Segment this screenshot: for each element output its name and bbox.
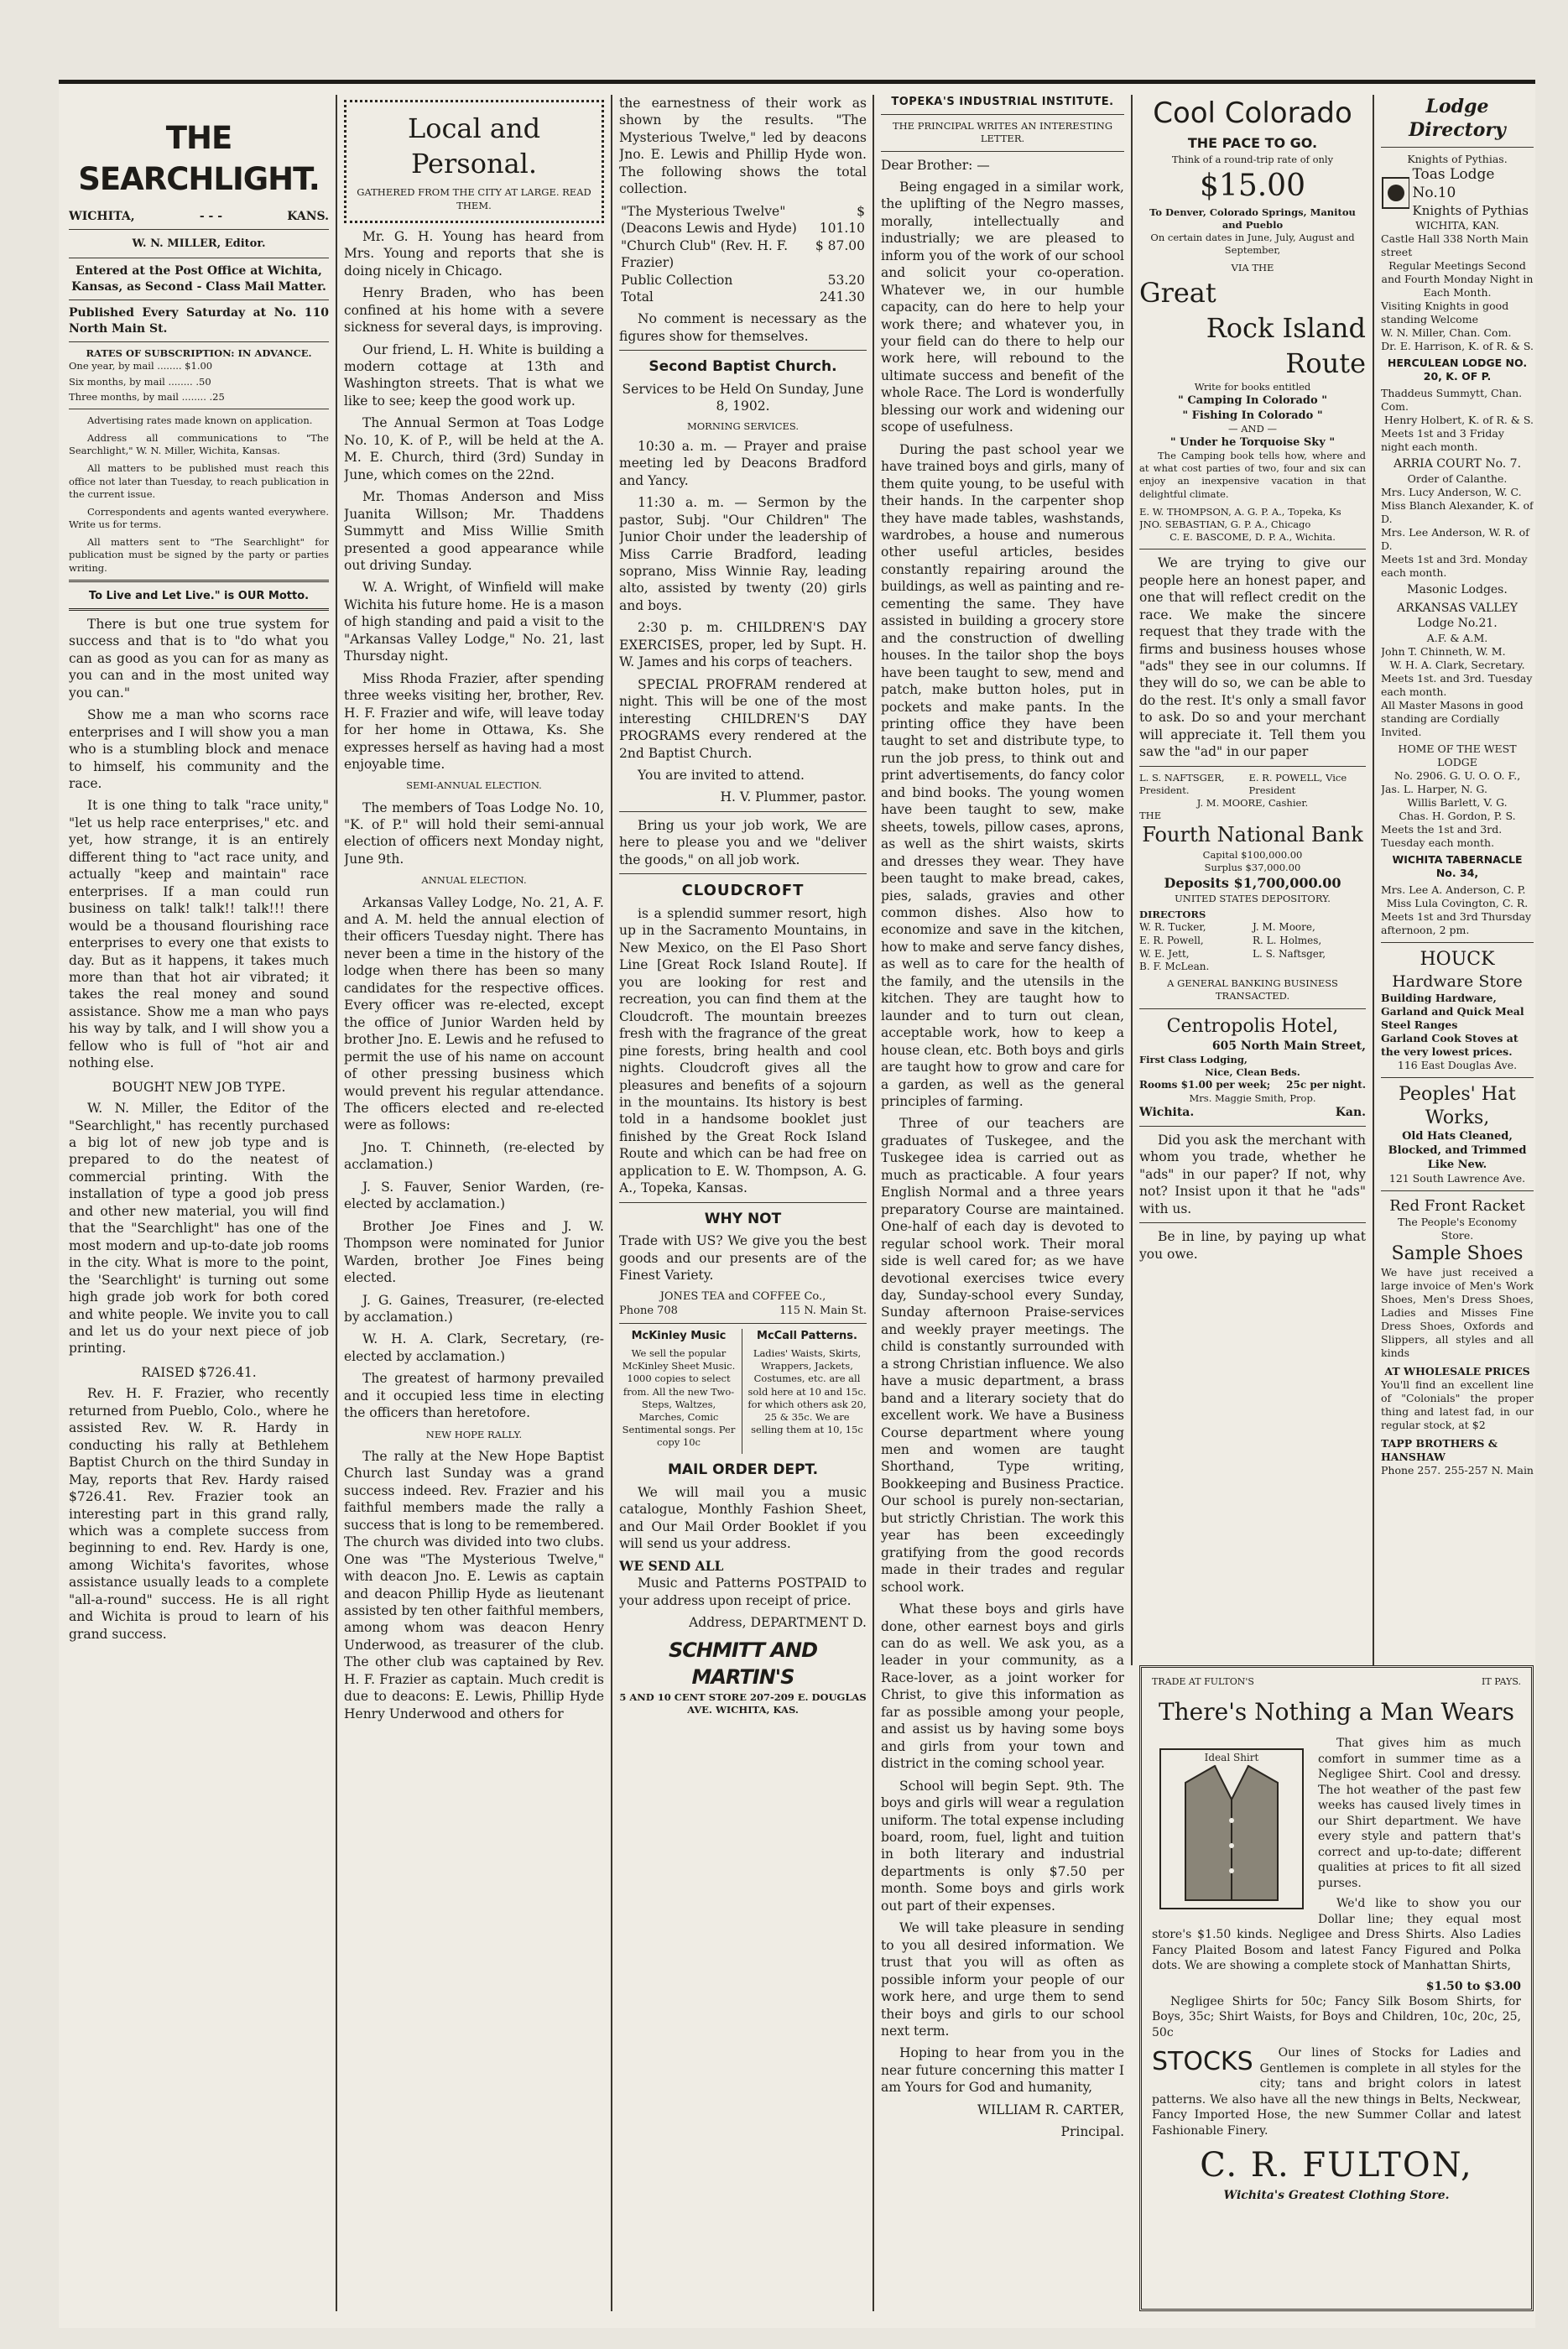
cloudcroft-heading: CLOUDCROFT xyxy=(681,882,805,900)
west-lodge-line: Meets the 1st and 3rd. Tuesday each month. xyxy=(1381,822,1503,849)
great-word: Great xyxy=(1139,276,1216,309)
top-rule xyxy=(59,80,1535,84)
letter-paragraph: Being engaged in a similar work, the uplifting of the Negro masses, morally, intellectually and industrially; we are pleased to inform you of the work of our school and solicit your co-operation. Whatever we, in our humble capacity, can do here to help your work there; and whatever you, in your field can do there to help our work here, will rebound to the ultimate success and benefit of the whole Race. The Lord is wonderfully blessing our work and widening our scope of usefulness. xyxy=(881,179,1124,435)
bank-name: Fourth National Bank xyxy=(1142,823,1363,847)
toas-city: WICHITA, KAN. xyxy=(1415,219,1499,232)
raised-heading: RAISED $726.41. xyxy=(141,1364,257,1380)
tabernacle-line: Mrs. Lee A. Anderson, C. P. xyxy=(1381,883,1526,896)
toas-lodge-name: Toas Lodge No.10 xyxy=(1412,166,1495,202)
book-title: " Camping In Colorado " xyxy=(1178,394,1327,408)
toas-lodge-subname: Knights of Pythias xyxy=(1412,202,1529,218)
officer-item: J. G. Gaines, Treasurer, (re-elected by acclamation.) xyxy=(344,1292,604,1325)
annual-article: Arkansas Valley Lodge, No. 21, A. F. and A. M. held the annual election of their officers Tuesday night. There has never been a time in the history of the lodge when there has been so many candidates for the respective offices. Every officer was re-elected, except the office of Junior Warden held by brother Jno. E. Lewis and he refused to permit the use of his name on account of other pressing business which would prevent his regular attendance. The officers elected and re-elected were as follows: xyxy=(344,894,604,1133)
section-title: Local and Personal. xyxy=(407,112,541,180)
mccall-ad: McCall Patterns. Ladies' Waists, Skirts, Wrappers, Jackets, Costumes, etc. are all sold here at 10 and 15c. for which others ask 20, 25 & 35c. We are selling them at 10, 15c xyxy=(748,1329,867,1436)
editorial-paragraph: There is but one true system for success and that is to "do what you can as good as you can for as many as you can and in the most united way you can." xyxy=(69,616,329,701)
tapp-contact: Phone 257. 255-257 N. Main xyxy=(1381,1464,1534,1477)
arkansas-line: W. H. A. Clark, Secretary. xyxy=(1389,658,1525,671)
fulton-paragraph: We'd like to show you our Dollar line; they equal most store's $1.50 kinds. Negligee and Dress Shirts. Also Ladies Fancy Plaited Bosom and latest Fancy Figured and Polka dots. We are showing a complete stock of Manhattan Shirts, xyxy=(1152,1897,1521,1973)
table-row: "Church Club" (Rev. H. F. Frazier) $ 87.00 xyxy=(621,237,865,271)
section-subtitle: GATHERED FROM THE CITY AT LARGE. READ THEM. xyxy=(357,186,591,211)
notice-item: Address all communications to "The Searchlight," W. N. Miller, Wichita, Kansas. xyxy=(69,432,329,457)
houck-name: HOUCK xyxy=(1420,948,1495,970)
bank-deposits: Deposits $1,700,000.00 xyxy=(1164,875,1341,892)
fulton-paragraph: That gives him as much comfort in summer time as a Negligee Shirt. Cool and dressy. The hot weather of the past few weeks has caused lively times in our Shirt department. We have every style and pattern that's correct and up-to-date; different qualities at prices to fit all sized purses. xyxy=(1318,1737,1521,1890)
church-intro: Services to be Held On Sunday, June 8, 1902. xyxy=(622,381,864,414)
mckinley-ad: McKinley Music We sell the popular McKinley Sheet Music. 1000 copies to select from. All the new Two-Steps, Waltzes, Marches, Comic Sentimental songs. Per copy 10c xyxy=(619,1329,742,1455)
column-directory xyxy=(1381,95,1534,1640)
local-item: Our friend, L. H. White is building a modern cottage at 13th and Washington streets. That is what we like to see; keep the good work up. xyxy=(344,341,604,409)
local-item: Miss Rhoda Frazier, after spending three weeks visiting her, brother, Rev. H. F. Frazier and wife, will leave today for her home in Ottawa, Ks. She expresses herself as having had a most enjoyable time. xyxy=(344,670,604,772)
kop-line: Knights of Pythias. xyxy=(1407,153,1508,166)
racket-name: Red Front Racket xyxy=(1389,1197,1525,1216)
houck-line: Building Hardware, Garland and Quick Meal Steel Ranges xyxy=(1381,992,1524,1032)
rate-item: Three months, by mail ........ .25 xyxy=(69,390,225,403)
herculean-heading: HERCULEAN LODGE NO. 20, K. OF P. xyxy=(1387,357,1528,383)
bank-the: THE xyxy=(1139,810,1162,822)
service-item: 10:30 a. m. — Prayer and praise meeting led by Deacons Bradford and Yancy. xyxy=(619,438,867,488)
arkansas-line: Meets 1st. and 3rd. Tuesday each month. xyxy=(1381,671,1533,698)
entered-notice: Entered at the Post Office at Wichita, Kansas, as Second - Class Mail Matter. xyxy=(71,264,326,294)
hat-works-name2: Works, xyxy=(1425,1107,1490,1129)
hotel-city: Wichita. Kan. xyxy=(1139,1106,1366,1120)
agent-line: E. W. THOMPSON, A. G. P. A., Topeka, Ks xyxy=(1139,505,1341,518)
lodge-emblem-icon xyxy=(1381,176,1409,210)
letter-paragraph: During the past school year we have trained boys and girls, many of them quite young, to be useful with their hands. In the carpenter shop they have made tables, washstands, wardrobes, a house and numerous other useful articles, besides constantly repairing around the buildings, as well as painting and re-cementing the same. They have assisted in building a grocery store and the construction of dwelling houses. In the tailor shop the boys have been taught to sew, mend and patch, make button holes, put in pockets and make pants. In the printing office they have been taught to set and distribute type, to run the job press, to think out and print advertisements, do fancy color and bind books. The young women have been taught to sew, make sheets, towels, pillow cases, aprons, as well as the shirt waists, skirts and dresses they wear. They have been taught to make bread, cakes, pies, salads, gravies and other common dishes. Also how to economize and save in the kitchen, how to make and serve fancy dishes, as well as to care for the health of the family, and the utensils in the kitchen. They are taught how to launder and to turn out clean, acceptable work, how to keep a house clean, etc. Both boys and girls are taught how to grow and care for a garden, as well as the general principles of farming. xyxy=(881,441,1124,1109)
toas-line: Castle Hall 338 North Main street xyxy=(1381,232,1529,258)
column-church xyxy=(619,95,867,2320)
send-all-body: Music and Patterns POSTPAID to your address upon receipt of price. xyxy=(619,1576,867,1608)
cool-colorado-heading: Cool Colorado xyxy=(1153,96,1352,130)
letter-title: Principal. xyxy=(1060,2124,1124,2140)
houck-line: Garland Cook Stoves at the very lowest prices. xyxy=(1381,1032,1519,1059)
annual-heading: ANNUAL ELECTION. xyxy=(421,874,527,887)
herculean-line: Henry Holbert, K. of R. & S. xyxy=(1383,414,1534,426)
service-item: SPECIAL PROFRAM rendered at night. This will be one of the most interesting CHILDREN'S DAY PROGRAMS every rendered at the 2nd Baptist Church. xyxy=(619,676,867,761)
herculean-line: Meets 1st and 3 Friday night each month. xyxy=(1381,427,1504,453)
no-comment: No comment is necessary as the figures show for themselves. xyxy=(619,311,867,344)
hat-works-address: 121 South Lawrence Ave. xyxy=(1388,1172,1526,1185)
pay-notice: Be in line, by paying up what you owe. xyxy=(1139,1229,1366,1262)
dateline-state: KANS. xyxy=(287,209,329,223)
destinations: To Denver, Colorado Springs, Manitou and Pueblo xyxy=(1149,206,1356,231)
letter-paragraph: What these boys and girls have done, other earnest boys and girls can do as well. We ask you, as a leader in your community, as a Race-lover, as a joint worker for Christ, to give this information as far as possible among your people, and assist us by having some boys and girls from your town and district in the coming school year. xyxy=(881,1602,1124,1772)
local-item: W. A. Wright, of Winfield will make Wichita his future home. He is a mason of high standing and paid a visit to the "Arkansas Valley Lodge," No. 21, last Thursday night. xyxy=(344,580,604,664)
local-item: Henry Braden, who has been confined at his home with a severe sickness for several days, is improving. xyxy=(344,285,604,336)
raised-article: Rev. H. F. Frazier, who recently returned from Pueblo, Colo., where he assisted Rev. W. R. Hardy in conducting his rally at Bethlehem Baptist Church on the third Sunday in May, reports that Rev. Hardy raised $726.41. Rev. Frazier took an interesting part in this grand rally, which was a complete success from beginning to end. Rev. Hardy is one, among Wichita's favorites, whose assistance usually leads to a complete "all-a-round" success. He is all right and Wichita is proud to learn of his grand success. xyxy=(69,1386,329,1642)
toas-line: Visiting Knights in good standing Welcome xyxy=(1381,299,1509,326)
stocks-heading: STOCKS xyxy=(1152,2047,1253,2077)
fulton-headline: There's Nothing a Man Wears xyxy=(1158,1697,1515,1726)
table-row: Public Collection 53.20 xyxy=(621,272,865,288)
dateline-city: WICHITA, xyxy=(69,209,135,223)
column-institute xyxy=(881,95,1124,2328)
why-not-heading: WHY NOT xyxy=(704,1210,782,1227)
hotel-lodging: First Class Lodging, xyxy=(1139,1054,1248,1065)
notice-item: All matters to be published must reach this office not later than Tuesday, to reach publication in the current issue. xyxy=(69,462,329,500)
arkansas-line: A.F. & A.M. xyxy=(1426,631,1488,644)
rally-heading: NEW HOPE RALLY. xyxy=(425,1428,523,1440)
pace-line: THE PACE TO GO. xyxy=(1187,134,1318,151)
department-address: Address, DEPARTMENT D. xyxy=(689,1614,867,1630)
fulton-paragraph: Our lines of Stocks for Ladies and Gentlemen is complete in all styles for the city; tans and bright colors in latest patterns. We also have all the new things in Belts, Neckwear, Fancy Imported Hose, the new Summer Collar and latest Fashionable Finery. xyxy=(1152,2046,1521,2138)
schmitt-martin-logo: SCHMITT AND MARTIN'S xyxy=(668,1638,818,1690)
letter-signature: WILLIAM R. CARTER, xyxy=(977,2102,1124,2117)
table-row: Total 241.30 xyxy=(621,289,865,305)
fulton-tagline: Wichita's Greatest Clothing Store. xyxy=(1223,2188,1450,2202)
job-type-heading: BOUGHT NEW JOB TYPE. xyxy=(112,1079,286,1095)
shirt-label: Ideal Shirt xyxy=(1204,1752,1259,1764)
west-lodge-line: No. 2906. G. U. O. O. F., xyxy=(1393,768,1521,782)
rock-island-word: Rock Island xyxy=(1206,311,1366,344)
agent-line: JNO. SEBASTIAN, G. P. A., Chicago xyxy=(1139,518,1311,530)
books-intro: Write for books entitled xyxy=(1194,381,1311,393)
directors-heading: DIRECTORS xyxy=(1139,908,1206,920)
dates: On certain dates in June, July, August and September, xyxy=(1150,232,1355,257)
herculean-line: Thaddeus Summytt, Chan. Com. xyxy=(1381,387,1523,413)
tabernacle-line: Meets 1st and 3rd Thursday afternoon, 2 pm. xyxy=(1381,909,1532,936)
trade-request: We are trying to give our people here an honest paper, and one that will reflect credit on the race. We make the sincere request that they trade with the firms and business houses whose "ads" they see in our columns. If they will do so, we can be able to do the rest. It's only a small favor to ask. Do so and your merchant will appreciate it. Tell them you saw the "ad" in our paper xyxy=(1139,555,1366,760)
column-ads xyxy=(1139,95,1366,1640)
toas-lodge-block xyxy=(1381,166,1534,219)
manhattan-price: $1.50 to $3.00 xyxy=(1425,1979,1521,1993)
tabernacle-heading: WICHITA TABERNACLE No. 34, xyxy=(1392,852,1523,879)
arria-heading: ARRIA COURT No. 7. xyxy=(1393,457,1522,471)
service-item: 2:30 p. m. CHILDREN'S DAY EXERCISES, proper, led by Supt. H. W. James and his corps of teachers. xyxy=(619,620,867,670)
arkansas-line: All Master Masons in good standing are Cordially Invited. xyxy=(1381,698,1524,738)
service-item: 11:30 a. m. — Sermon by the pastor, Subj. "Our Children" The Junior Choir under the leadership of Miss Carrie Bradford, leading soprano, Miss Winnie Ray, leading alto, assisted by twenty (20) girls and boys. xyxy=(619,495,867,613)
mail-order-heading: MAIL ORDER DEPT. xyxy=(667,1461,819,1479)
west-lodge-line: Jas. L. Harper, N. G. xyxy=(1381,782,1487,795)
collection-table xyxy=(619,203,867,306)
arria-line: Meets 1st and 3rd. Monday each month. xyxy=(1381,552,1528,579)
local-item: Mr. Thomas Anderson and Miss Juanita Willson; Mr. Thaddens Summytt and Miss Willie Smith presented a good appearance while out driving Sunday. xyxy=(344,489,604,573)
letter-paragraph: Hoping to hear from you in the near future concerning this matter I am Yours for God and humanity, xyxy=(881,2045,1124,2096)
book-title: " Under he Torquoise Sky " xyxy=(1169,435,1336,449)
book-title: " Fishing In Colorado " xyxy=(1182,409,1323,422)
rate-item: One year, by mail ........ $1.00 xyxy=(69,360,213,372)
and-separator: — AND — xyxy=(1228,422,1277,435)
tapp-brothers: TAPP BROTHERS & HANSHAW xyxy=(1381,1437,1498,1464)
book-description: The Camping book tells how, where and at what cost parties of two, four and six can enjoy an inexpensive vacation in that delightful climate. xyxy=(1139,450,1366,500)
arria-line: Order of Calanthe. xyxy=(1407,471,1508,485)
hotel-beds: Nice, Clean Beds. xyxy=(1205,1066,1300,1079)
rally-continued: the earnestness of their work as shown by the results. "The Mysterious Twelve," led by deacons Jno. E. Lewis and Phillip Hyde won. The following shows the total collection. xyxy=(619,96,867,197)
institute-subheading: THE PRINCIPAL WRITES AN INTERESTING LETTER. xyxy=(892,120,1113,145)
houck-store: Hardware Store xyxy=(1392,971,1523,991)
lodge-directory-heading: Lodge Directory xyxy=(1409,96,1506,142)
send-all-heading: WE SEND ALL xyxy=(619,1557,724,1574)
arria-line: Miss Blanch Alexander, K. of D. xyxy=(1381,498,1534,525)
officer-item: The greatest of harmony prevailed and it occupied less time in electing the officers than heretofore. xyxy=(344,1371,604,1421)
newspaper-page xyxy=(59,80,1535,2328)
officer-item: Brother Joe Fines and J. W. Thompson were nominated for Junior Warden, brother Joe Fines being elected. xyxy=(344,1218,604,1286)
rally-article: The rally at the New Hope Baptist Church last Sunday was a grand success indeed. Rev. Frazier and his faithful members made the rally a success that is long to be remembered. The church was divided into two clubs. One was "The Mysterious Twelve," with deacon Jno. E. Lewis as captain and deacon Phillip Hyde as lieutenant assisted by ten other faithful members, among whom was deacon Henry Underwood, as treasurer of the club. The other club was captained by Rev. H. F. Frazier as captain. Much credit is due to deacons: E. Lewis, Phillip Hyde Henry Underwood and others for xyxy=(344,1448,604,1721)
bank-cashier: J. M. MOORE, Cashier. xyxy=(1196,797,1309,810)
bank-surplus: Surplus $37,000.00 xyxy=(1204,862,1301,874)
bank-depository: UNITED STATES DEPOSITORY. xyxy=(1175,892,1331,904)
dateline xyxy=(69,209,329,224)
arria-line: Mrs. Lucy Anderson, W. C. xyxy=(1381,485,1522,498)
directors-list: W. R. Tucker, J. M. Moore, E. R. Powell, R. L. Holmes, W. E. Jett, L. S. Naftsger, B. F. McLean. xyxy=(1139,920,1326,973)
letter-salutation: Dear Brother: — xyxy=(881,157,990,173)
colonials-line: You'll find an excellent line of "Colonials" the proper thing and latest fad, in our regular stock, at $2 xyxy=(1381,1378,1534,1432)
agent-line: C. E. BASCOME, D. P. A., Wichita. xyxy=(1169,531,1336,544)
officer-item: J. S. Fauver, Senior Warden, (re-elected by acclamation.) xyxy=(344,1179,604,1212)
sample-shoes-heading: Sample Shoes xyxy=(1391,1243,1524,1265)
cloudcroft-article: is a splendid summer resort, high up in the Sacramento Mountains, in New Mexico, on the El Paso Short Line [Great Rock Island Route]. If you are looking for rest and recreation, you can find them at the Cloudcroft. The mountain breezes fresh with the fragrance of the great pine forests, bring health and cool nights. Cloudcroft gives all the pleasures and benefits of a sojourn in the mountains. Its history is best told in a handsome booklet just finished by the Great Rock Island Route and which can be had free on application to E. W. Thompson, A. G. A., Topeka, Kansas. xyxy=(619,906,867,1196)
rates-heading: RATES OF SUBSCRIPTION: IN ADVANCE. xyxy=(86,347,312,360)
jones-company: JONES TEA and COFFEE Co., xyxy=(659,1289,826,1303)
morning-heading: MORNING SERVICES. xyxy=(686,419,800,432)
route-word: Route xyxy=(1285,347,1366,379)
hotel-rates: Rooms $1.00 per week; 25c per night. xyxy=(1139,1079,1366,1091)
round-trip-line: Think of a round-trip rate of only xyxy=(1171,153,1334,165)
service-item: You are invited to attend. xyxy=(638,768,805,784)
job-type-article: W. N. Miller, the Editor of the "Searchlight," has recently purchased a big lot of new job type and is prepared to do the neatest of commercial printing. With the installation of type a good job press and other new material, you will find that the "Searchlight" has one of the most modern and up-to-date job rooms in the city. What is more to the point, the 'Searchlight' is turning out some high grade job work for both cored and white people. We invite you to call and let us do your next piece of job printing. xyxy=(69,1101,329,1357)
toas-line: W. N. Miller, Chan. Com. xyxy=(1381,326,1512,339)
notice-item: Advertising rates made known on application. xyxy=(87,414,313,426)
fulton-name: C. R. FULTON, xyxy=(1200,2146,1473,2185)
local-personal-banner xyxy=(344,100,604,223)
via-line: VIA THE xyxy=(1231,262,1274,274)
masthead: THE SEARCHLIGHT. xyxy=(78,120,320,197)
motto: To Live and Let Live." is OUR Motto. xyxy=(88,589,310,602)
local-item: Mr. G. H. Young has heard from Mrs. Young and reports that she is doing nicely in Chicago. xyxy=(344,228,604,279)
editorial-paragraph: It is one thing to talk "race unity," "let us help race enterprises," etc. and yet, how strange, it is an entirely different thing to "act race unity, and actually "keep and maintain" race enterprises. If a man could run business on talk! talk!! talk!!! there would be a thousand flourishing race enterprises to every one that exists to day. But as it happens, it takes much more than that hot air vibrated; it takes the real money and sound assistance. Show me a man who pays his way by talk, and I will show you a fellow who is full of "hot air and nothing else. xyxy=(69,798,329,1071)
sample-shoes-body: We have just received a large invoice of Men's Work Shoes, Men's Dress Shoes, Ladies and Misses Fine Dress Shoes, Oxfords and Slippers, all styles and all kinds xyxy=(1381,1266,1534,1360)
toas-line: Regular Meetings Second and Fourth Monday Night in Each Month. xyxy=(1381,259,1534,299)
hotel-address: 605 North Main Street, xyxy=(1211,1039,1366,1053)
price: $15.00 xyxy=(1200,169,1305,204)
arkansas-heading: ARKANSAS VALLEY Lodge No.21. xyxy=(1397,601,1518,630)
dateline-dashes: - - - xyxy=(199,209,223,223)
pastor-signature: H. V. Plummer, pastor. xyxy=(720,789,867,805)
arria-line: Mrs. Lee Anderson, W. R. of D. xyxy=(1381,525,1529,552)
mail-order-body: We will mail you a music catalogue, Monthly Fashion Sheet, and Our Mail Order Booklet if you will send us your address. xyxy=(619,1484,867,1552)
bank-officers: L. S. NAFTSGER, President. E. R. POWELL, Vice President xyxy=(1139,771,1347,796)
fulton-paragraph: Negligee Shirts for 50c; Fancy Silk Bosom Shirts, for Boys, 35c; Shirt Waists, for Boys and Children, 10c, 20c, 25, 50c xyxy=(1152,1994,1521,2039)
banking-business: A GENERAL BANKING BUSINESS TRANSACTED. xyxy=(1167,977,1338,1003)
wholesale-line: AT WHOLESALE PRICES xyxy=(1384,1365,1530,1378)
column-masthead xyxy=(69,95,329,2320)
shirt-icon xyxy=(1152,1741,1311,1917)
editorial-paragraph: Show me a man who scorns race enterprises and I will show you a man who is a stumbling block and menace to himself, his community and the race. xyxy=(69,707,329,791)
notice-item: Correspondents and agents wanted everywhere. Write us for terms. xyxy=(69,505,329,531)
arkansas-line: John T. Chinneth, W. M. xyxy=(1381,644,1506,658)
fulton-trade-line: TRADE AT FULTON'S IT PAYS. xyxy=(1152,1676,1521,1687)
racket-tagline: The People's Economy Store. xyxy=(1398,1216,1517,1242)
letter-paragraph: School will begin Sept. 9th. The boys and girls will wear a regulation uniform. The total expense including board, room, fuel, light and tuition in both literary and industrial departments is only $7.50 per month. Some boys and girls work out part of their expenses. xyxy=(881,1778,1124,1914)
hat-works-service: Old Hats Cleaned, Blocked, and Trimmed Like New. xyxy=(1388,1130,1527,1171)
officer-item: Jno. T. Chinneth, (re-elected by acclamation.) xyxy=(344,1139,604,1173)
letter-paragraph: Three of our teachers are graduates of Tuskegee, and the Tuskegee idea is carried out as much as practicable. A four years English Normal and a three years preparatory Course are maintained. One-half of each day is devoted to regular school work. Their moral side is well cared for; as we have devotional exercises twice every day, Sunday-school every Sunday, Sunday afternoon Praise-services and weekly prayer meetings. The child is constantly surrounded with a strong Christian influence. We also have a music department, a brass band and a literary society that do excellent work. We have a Business Course department where young men and women are taught Shorthand, Type writing, Bookkeeping and Business Practice. Our school is purely non-sectarian, but strictly Christian. The work this year has been exceedingly gratifying from the good records made in their trades and regular school work. xyxy=(881,1116,1124,1595)
letter-paragraph: We will take pleasure in sending to you all desired information. We trust that you will as often as possible inform your people of our work here, and urge them to send their boys and girls to our school next term. xyxy=(881,1920,1124,2039)
houck-line: 116 East Douglas Ave. xyxy=(1397,1059,1518,1072)
ask-merchant: Did you ask the merchant with whom you trade, whether he "ads" in our paper? If not, why not? Insist upon it that he "ads" with us. xyxy=(1139,1132,1366,1216)
church-heading: Second Baptist Church. xyxy=(649,358,837,376)
local-item: The Annual Sermon at Toas Lodge No. 10, K. of P., will be held at the A. M. E. Church, third (3rd) Sunday in June, which comes on the 22nd. xyxy=(344,415,604,482)
job-work-notice: Bring us your job work, We are here to please you and we "deliver the goods," on all job work. xyxy=(619,817,867,867)
table-row: "The Mysterious Twelve" (Deacons Lewis and Hyde) $ 101.10 xyxy=(621,203,865,237)
editor-line: W. N. MILLER, Editor. xyxy=(132,237,266,251)
masonic-heading: Masonic Lodges. xyxy=(1407,582,1508,596)
semi-annual-heading: SEMI-ANNUAL ELECTION. xyxy=(406,779,542,792)
notice-item: All matters sent to "The Searchlight" for publication must be signed by the party or parties writing. xyxy=(69,536,329,574)
rate-item: Six months, by mail ........ .50 xyxy=(69,375,211,388)
semi-annual-article: The members of Toas Lodge No. 10, "K. of P." will hold their semi-annual election of officers next Monday night, June 9th. xyxy=(344,799,604,867)
institute-heading: TOPEKA'S INDUSTRIAL INSTITUTE. xyxy=(891,96,1114,108)
why-not-body: Trade with US? We give you the best goods and our presents are of the Finest Variety. xyxy=(619,1233,867,1284)
west-lodge-heading: HOME OF THE WEST LODGE xyxy=(1398,742,1517,768)
hat-works-name: Peoples' Hat xyxy=(1399,1084,1516,1106)
hotel-proprietor: Mrs. Maggie Smith, Prop. xyxy=(1189,1092,1316,1105)
tabernacle-line: Miss Lula Covington, C. R. xyxy=(1386,896,1529,909)
bank-capital: Capital $100,000.00 xyxy=(1202,849,1303,862)
hotel-name: Centropolis Hotel, xyxy=(1166,1015,1339,1037)
jones-contact: Phone 708 115 N. Main St. xyxy=(619,1304,867,1317)
published-notice: Published Every Saturday at No. 110 North Main St. xyxy=(69,306,329,336)
store-address: 5 AND 10 CENT STORE 207-209 E. DOUGLAS AVE. WICHITA, KAS. xyxy=(619,1690,867,1716)
column-local-personal xyxy=(344,95,604,2320)
music-patterns-ads xyxy=(619,1329,867,1455)
fulton-ad xyxy=(1139,1665,1534,2311)
west-lodge-line: Chas. H. Gordon, P. S. xyxy=(1399,809,1516,822)
officer-item: W. H. A. Clark, Secretary, (re-elected by acclamation.) xyxy=(344,1331,604,1364)
west-lodge-line: Willis Barlett, V. G. xyxy=(1407,795,1508,809)
rates-list xyxy=(69,360,329,404)
toas-line: Dr. E. Harrison, K. of R. & S. xyxy=(1381,340,1534,352)
